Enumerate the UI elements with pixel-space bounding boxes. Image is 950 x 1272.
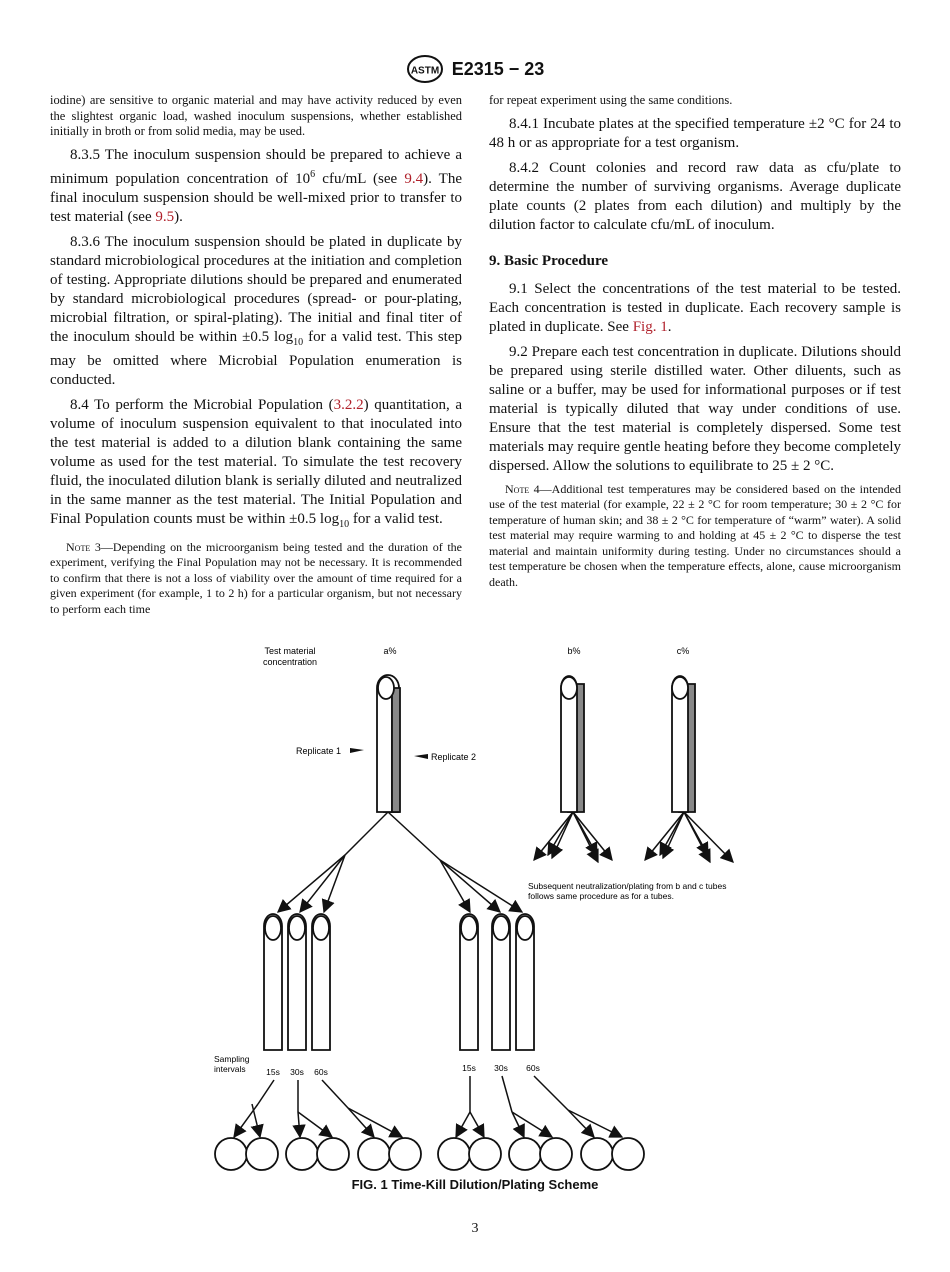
figure-dilution-scheme xyxy=(0,630,950,1190)
ref-fig-1[interactable]: Fig. 1 xyxy=(632,318,668,335)
label-intervals: intervals xyxy=(214,1064,246,1074)
paragraph-8-4-2: 8.4.2 Count colonies and record raw data as cfu/plate to determine the number of surviving organisms. Average duplicate plate counts (2 plates from each dilution) and multiply by the dilution factor to calculate cfu/mL of inoculum. xyxy=(489,159,901,233)
page-number: 3 xyxy=(471,1221,479,1236)
ref-3-2-2[interactable]: 3.2.2 xyxy=(333,396,364,413)
label-concentration: concentration xyxy=(262,657,318,667)
right-column xyxy=(489,93,901,596)
label-sampling: Sampling xyxy=(214,1054,250,1064)
arrows-b-tubes xyxy=(534,812,612,862)
arrows-a-to-dilutions xyxy=(278,812,522,912)
note-4: Note 4—Additional test temperatures may be considered based on the intended use of the test material (for example, 22 ± 2 °C for room temperature; 30 ± 2 °C for temperature of human skin; and 38 ± 2 °C for temperature of “warm” water). A solid test material may require warming to and holding at 45 ± 2 °C to disperse the test material and maintain uniformity during testing. Under no circumstances should a test temperature be chosen when the temperature effects, alone, cause microorganism death. xyxy=(489,481,901,589)
label-conc-b: b% xyxy=(567,646,581,656)
paragraph-continuation: iodine) are sensitive to organic material and may have activity reduced by even the slightest organic load, washed inoculum suspensions, whether established initially in broth or from solid media, may be used. xyxy=(50,93,462,138)
paragraph-8-3-6: 8.3.6 The inoculum suspension should be plated in duplicate by standard microbiological procedures at the initiation and completion of testing. Appropriate dilutions should be prepared and enumerated by standard microbiological procedures (spread- or pour-plating, microbial filtration, or spiral-plating). The initial and final titer of the inoculum should be within ±0.5 $\log_{10}$ for a valid test. This step may be omitted where Microbial Population enumeration is conducted. xyxy=(50,233,462,388)
label-replicate-1: Replicate 1 xyxy=(296,746,342,756)
paragraph-8-4: 8.4 To perform the Microbial Population (3.2.2) quantitation, a volume of inoculum suspension equivalent to that inoculated into the test material is added to a dilution blank containing the same volume as used for the test material. To simulate the test recovery fluid, the inoculated dilution blank is serially diluted and neutralized in the same manner as the test material. The Initial Population and Final Population counts must be within ±0.5 $\log_{10}$ for a valid test. xyxy=(50,396,462,530)
logo-text: ASTM xyxy=(410,65,439,77)
label-replicate-2: Replicate 2 xyxy=(431,752,477,762)
plates xyxy=(215,1138,644,1170)
arrows-c-tubes xyxy=(645,812,733,862)
arrows-to-plates xyxy=(234,1076,622,1137)
tube-b xyxy=(561,676,584,812)
dilution-tubes-right xyxy=(460,914,534,1050)
interval-60s-left: 60s xyxy=(314,1067,328,1077)
page-header xyxy=(0,52,950,86)
ref-9-4[interactable]: 9.4 xyxy=(404,170,424,187)
interval-60s-right: 60s xyxy=(526,1063,540,1073)
label-conc-c: c% xyxy=(676,646,690,656)
tube-a-replicate-1 xyxy=(377,675,400,812)
left-column xyxy=(50,93,462,623)
interval-15s-left: 15s xyxy=(266,1067,280,1077)
paragraph-9-2: 9.2 Prepare each test concentration in duplicate. Dilutions should be prepared using sterile distilled water. Other diluents, such as saline or a buffer, may be used for informational purposes or if test material is typically diluted that way under conditions of use. Ensure that the test material is completely dispersed. Some test materials may require gentle heating before they become completely dispersed. Allow the solutions to equilibrate to 25 ± 2 °C. xyxy=(489,343,901,474)
interval-30s-right: 30s xyxy=(494,1063,508,1073)
label-conc-a: a% xyxy=(383,646,397,656)
arrow-replicate-2 xyxy=(414,754,428,759)
note-3: Note 3—Depending on the microorganism being tested and the duration of the experiment, verifying the Final Population may not be necessary. It is recommended to confirm that there is not a loss of viability over the amount of time required for a given experiment (for example, 1 to 2 h) for a particular organism, but not necessary to perform each time xyxy=(50,539,462,616)
paragraph-9-1: 9.1 Select the concentrations of the test material to be tested. Each concentration is tested in duplicate. Each recovery sample is plated in duplicate. See Fig. 1. xyxy=(489,280,901,335)
ref-9-5[interactable]: 9.5 xyxy=(155,208,175,225)
document-designation: E2315 − 23 xyxy=(451,58,545,79)
note-3-continuation: for repeat experiment using the same conditions. xyxy=(489,93,733,107)
interval-15s-right: 15s xyxy=(462,1063,476,1073)
tube-c xyxy=(672,676,695,812)
label-subsequent-2: follows same procedure as for a tubes. xyxy=(528,891,674,901)
astm-logo-icon xyxy=(406,54,444,84)
label-test-material: Test material xyxy=(264,646,316,656)
section-heading-basic-procedure: 9. Basic Procedure xyxy=(489,252,609,269)
figure-caption: FIG. 1 Time-Kill Dilution/Plating Scheme xyxy=(351,1177,599,1192)
paragraph-8-3-5: 8.3.5 The inoculum suspension should be prepared to achieve a minimum population concentration of $10^6$ cfu/mL (see 9.4). The final inoculum suspension should be well-mixed prior to transfer to test material (see 9.5). xyxy=(50,146,463,225)
arrow-replicate-1 xyxy=(350,748,364,753)
dilution-tubes-left xyxy=(264,914,330,1050)
label-subsequent-1: Subsequent neutralization/plating from b and c tubes xyxy=(528,881,727,891)
interval-30s-left: 30s xyxy=(290,1067,304,1077)
paragraph-8-4-1: 8.4.1 Incubate plates at the specified temperature ±2 °C for 24 to 48 h or as appropriate for a test organism. xyxy=(489,115,901,151)
